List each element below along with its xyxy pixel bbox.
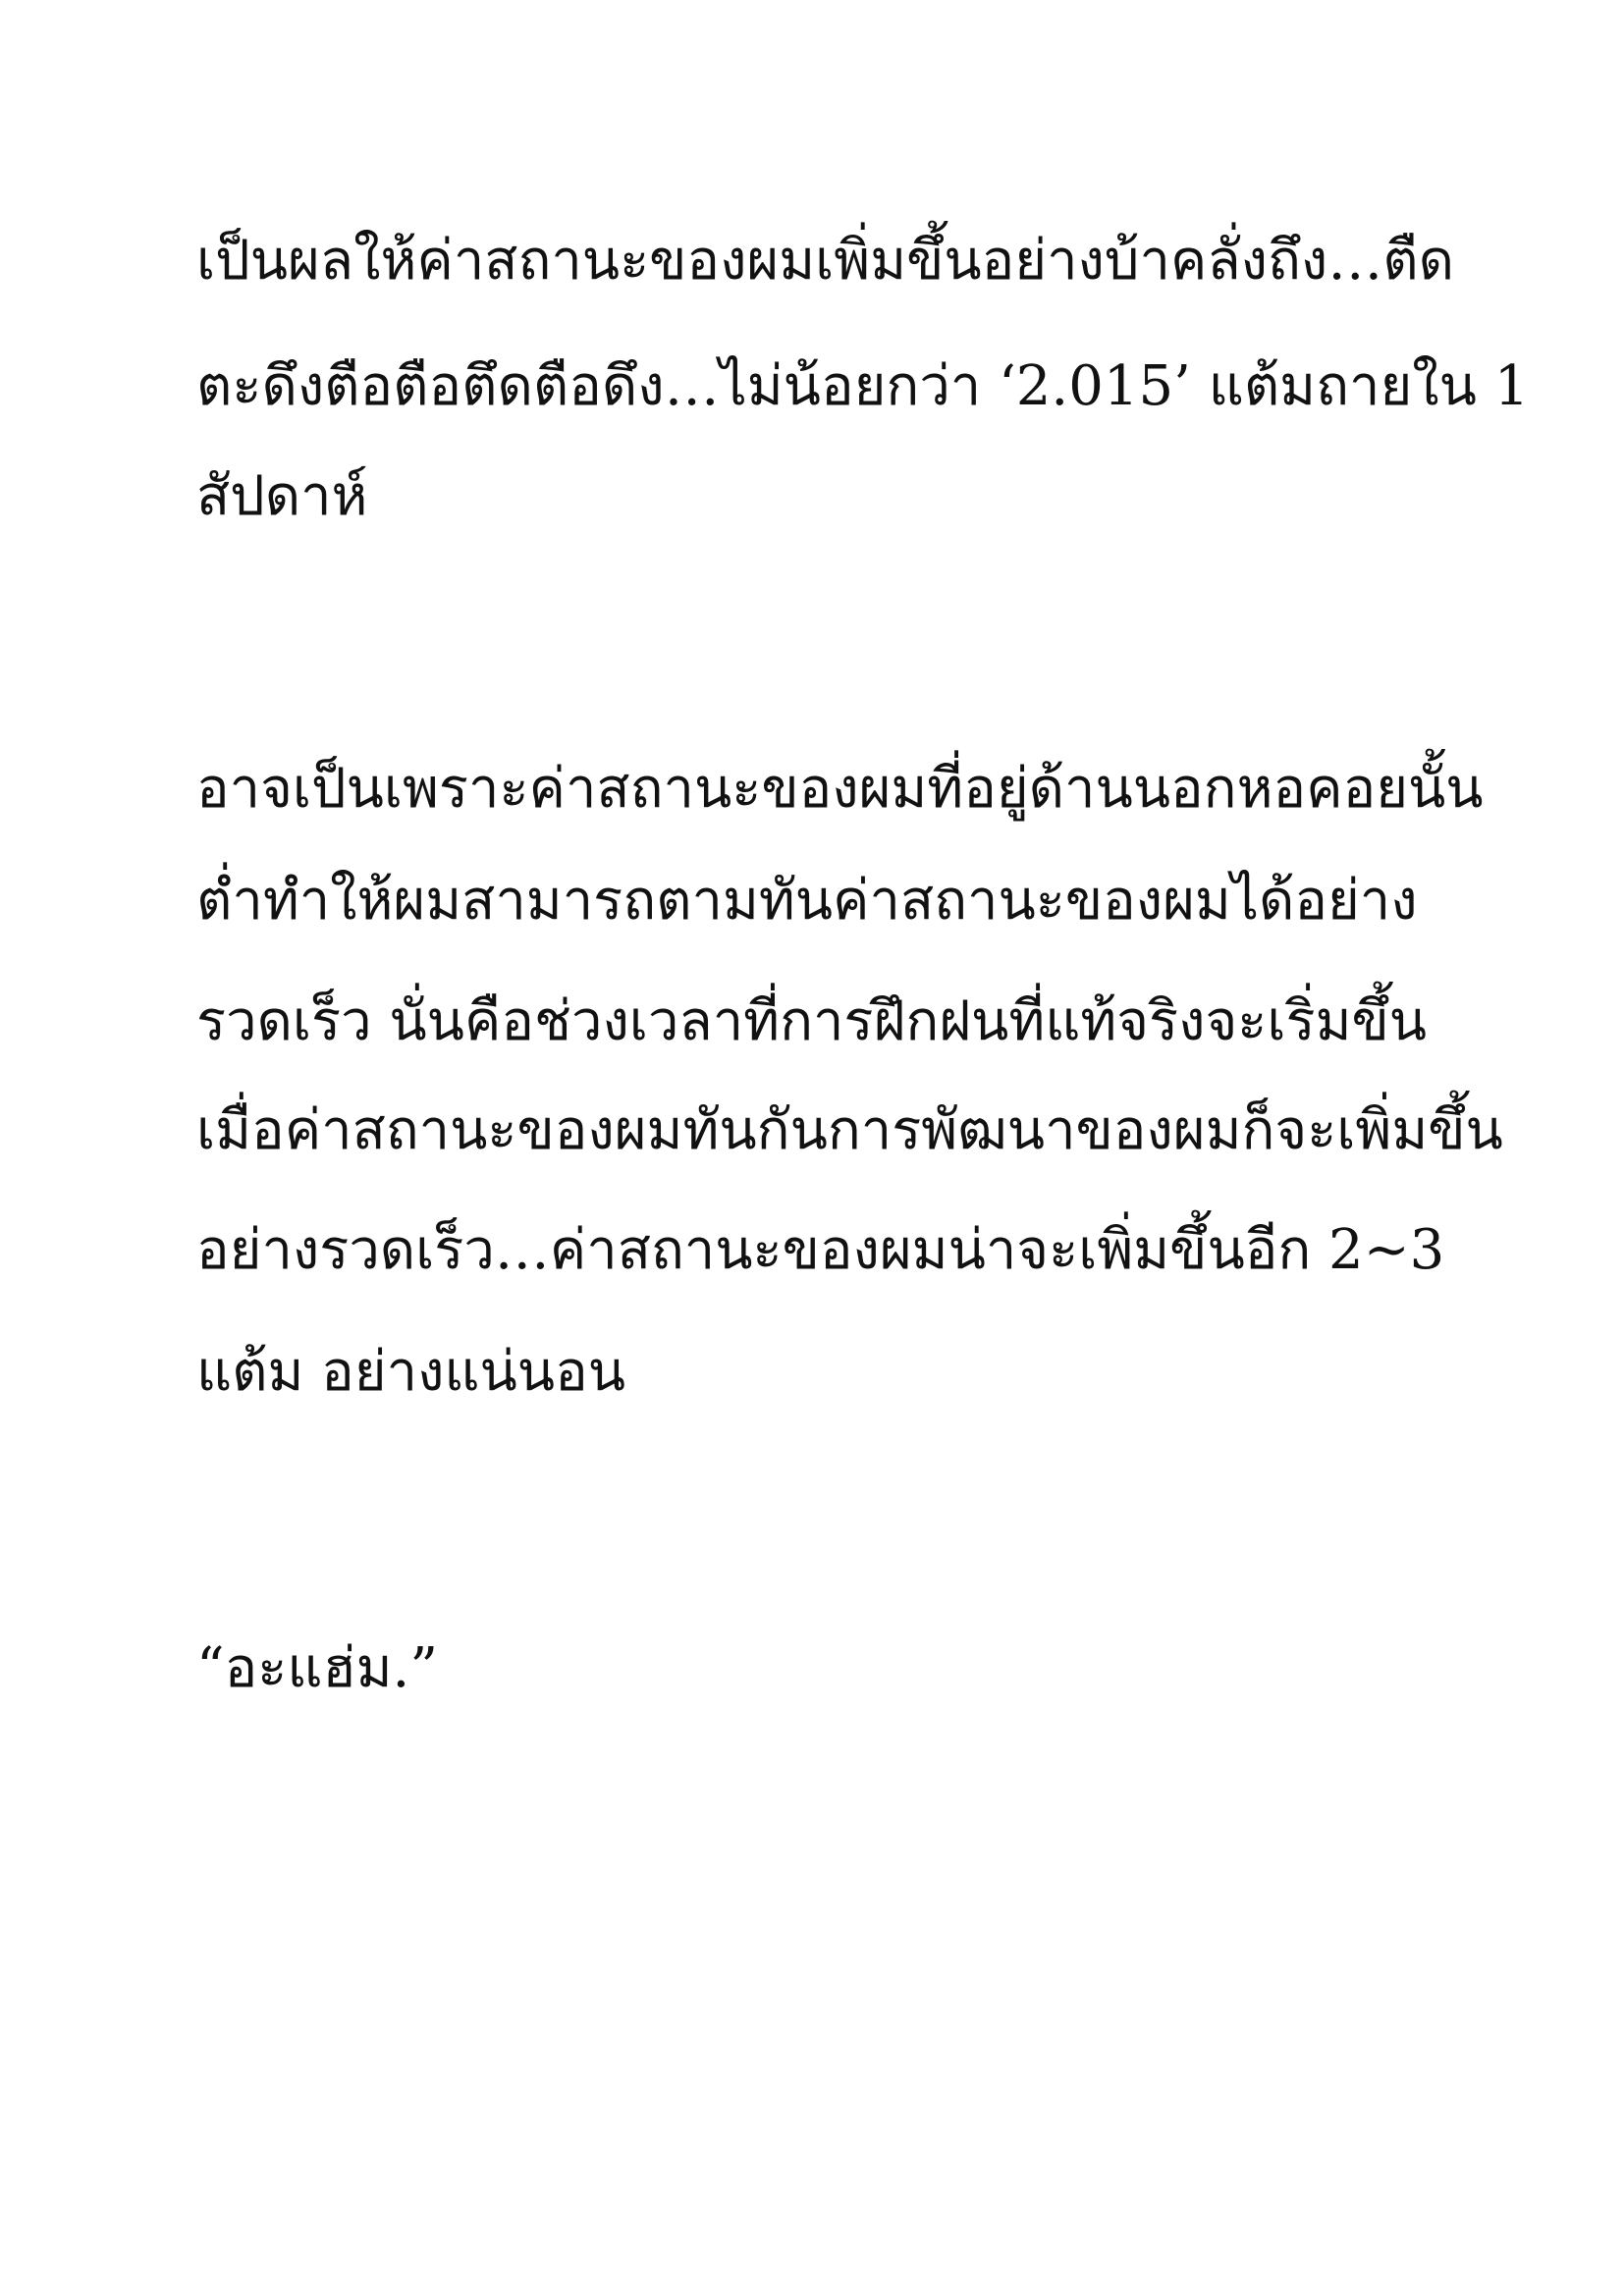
paragraph-1-line-1: เป็นผลให้ค่าสถานะของผมเพิ่มขึ้นอย่างบ้าคลั่งถึง…ตืด — [196, 229, 1454, 293]
paragraph-1-line-3: สัปดาห์ — [196, 464, 368, 528]
paragraph-3-line-1: “อะแฮ่ม.” — [196, 1636, 438, 1700]
paragraph-2-line-5: อย่างรวดเร็ว…ค่าสถานะของผมน่าจะเพิ่มขึ้นอีก 2~3 — [196, 1218, 1445, 1282]
paragraph-2-line-3: รวดเร็ว นั่นคือช่วงเวลาที่การฝึกฝนที่แท้จริงจะเริ่มขึ้น — [196, 989, 1428, 1053]
paragraph-2-line-2: ต่ำทำให้ผมสามารถตามทันค่าสถานะของผมได้อย่าง — [196, 869, 1418, 933]
paragraph-2-line-4: เมื่อค่าสถานะของผมทันกันการพัฒนาของผมก็จะเพิ่มขึ้น — [196, 1098, 1503, 1162]
paragraph-2-line-6: แต้ม อย่างแน่นอน — [196, 1340, 625, 1404]
paragraph-1-line-2: ตะดึงตือตือตึดตือดึง…ไม่น้อยกว่า ‘2.015’ แต้มถายใน 1 — [196, 354, 1530, 418]
paragraph-2-line-1: อาจเป็นเพราะค่าสถานะของผมที่อยู่ด้านนอกหอคอยนั้น — [196, 757, 1484, 821]
